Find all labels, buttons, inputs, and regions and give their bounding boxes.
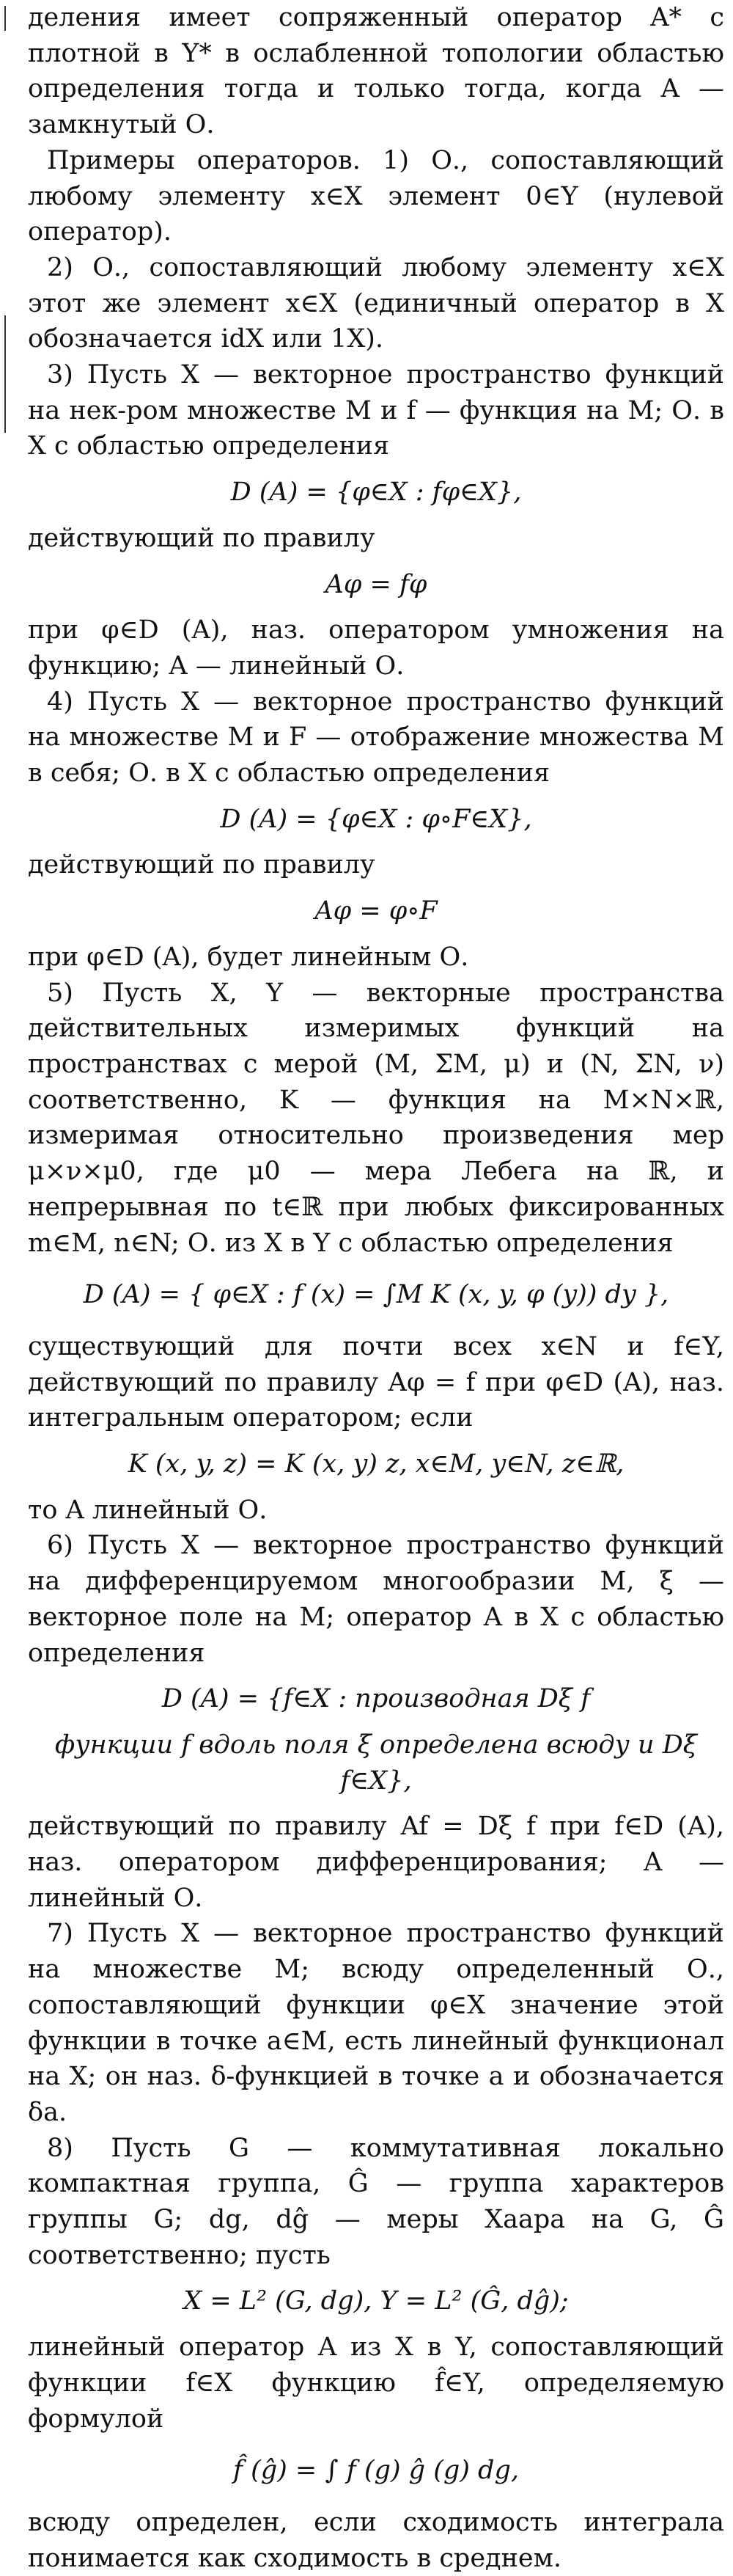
paragraph: всюду определен, если сходимость интеграла понимается как сходимость в среднем. [28,2508,724,2573]
paragraph: 8) Пусть G — коммутативная локально компактная группа, Ĝ — группа характеров группы G; dg, dĝ — меры Хаара на G, Ĝ соответственно; пусть [28,2133,724,2270]
margin-bar-middle [4,315,6,433]
paragraph: при φ∈D (A), будет линейным О. [28,942,469,972]
paragraph: 6) Пусть X — векторное пространство функций на дифференцируемом многообразии M, ξ — векторное поле на M; оператор A в X с областью определения [28,1531,724,1668]
article-text [28,0,724,2576]
formula: D (A) = {φ∈X : fφ∈X}, [230,477,522,508]
formula: f̂ (ĝ) = ∫ f (g) ĝ (g) dg, [233,2456,519,2486]
paragraph: 3) Пусть X — векторное пространство функций на нек-ром множестве M и f — функция на M; О. в X с областью определения [28,360,724,461]
paragraph: деления имеет сопряженный оператор A* с плотной в Y* в ослабленной топологии областью определения тогда и только тогда, когда A — замкнутый О. [28,3,724,140]
paragraph: при φ∈D (A), наз. оператором умножения на функцию; A — линейный О. [28,615,724,681]
formula: D (A) = {f∈X : производная Dξ f [161,1684,591,1714]
formula: K (x, y, z) = K (x, y) z, x∈M, y∈N, z∈ℝ, [128,1449,625,1479]
paragraph: действующий по правилу Af = Dξ f при f∈D (A), наз. оператором дифференцирования; A — линейный О. [28,1812,724,1913]
paragraph: существующий для почти всех x∈N и f∈Y, действующий по правилу Aφ = f при φ∈D (A), наз. интегральным оператором; если [28,1331,724,1433]
paragraph: 7) Пусть X — векторное пространство функций на множестве M; всюду определенный О., сопоставляющий функции φ∈X значение этой функции в точке a∈M, есть линейный функционал на X; он наз. δ-функцией в точке a и обозначается δa. [28,1919,724,2127]
formula: функции f вдоль поля ξ определена всюду и Dξ f∈X}, [54,1730,698,1796]
margin-bar-top [4,6,6,31]
formula: D (A) = {φ∈X : φ∘F∈X}, [220,804,532,834]
paragraph: то A линейный О. [28,1495,268,1525]
formula: Aφ = φ∘F [314,896,438,926]
paragraph: линейный оператор A из X в Y, сопоставляющий функции f∈X функцию f̂∈Y, определяемую формулой [28,2332,724,2434]
formula: D (A) = { φ∈X : f (x) = ∫M K (x, y, φ (y)) dy }, [83,1280,669,1310]
formula: Aφ = fφ [325,569,427,599]
paragraph: 2) О., сопоставляющий любому элементу x∈X этот же элемент x∈X (единичный оператор в X обозначается idX или 1X). [28,252,724,354]
paragraph: 5) Пусть X, Y — векторные пространства действительных измеримых функций на пространствах с мерой (M, ΣM, μ) и (N, ΣN, ν) соответственно, K — функция на M×N×ℝ, измеримая относительно произведения мер μ×ν×μ0, где μ0 — мера Лебега на ℝ, и непрерывная по t∈ℝ при любых фиксированных m∈M, n∈N; О. из X в Y с областью определения [28,978,724,1258]
paragraph: действующий по правилу [28,523,375,553]
paragraph: действующий по правилу [28,850,375,880]
paragraph: 4) Пусть X — векторное пространство функций на множестве M и F — отображение множества M в себя; О. в X с областью определения [28,687,724,788]
formula: X = L² (G, dg), Y = L² (Ĝ, dĝ); [183,2286,569,2316]
paragraph: Примеры операторов. 1) О., сопоставляющий любому элементу x∈X элемент 0∈Y (нулевой оператор). [28,145,724,247]
